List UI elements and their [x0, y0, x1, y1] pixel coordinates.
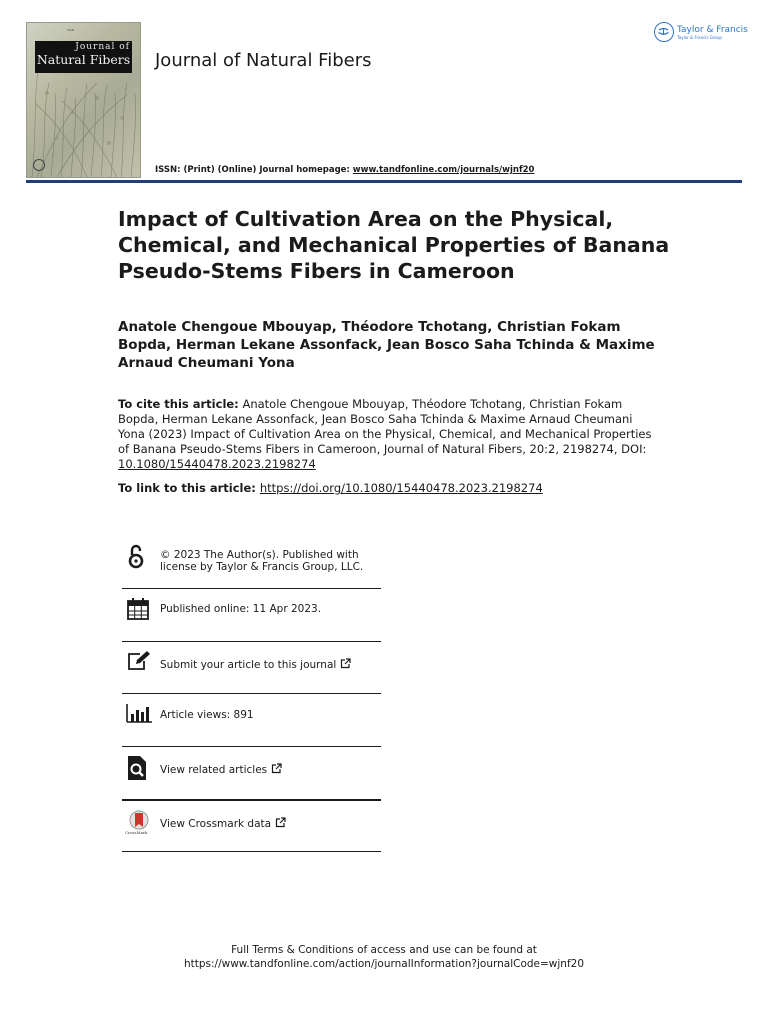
terms-url[interactable]: https://www.tandfonline.com/action/journalInformation?journalCode=wjnf20 [183, 958, 585, 970]
terms-footer [0, 943, 768, 971]
submit-article-text: Submit your article to this journal [160, 659, 337, 671]
article-doi-link[interactable]: https://doi.org/10.1080/15440478.2023.2198274 [259, 481, 543, 495]
crossmark-item[interactable] [122, 800, 381, 852]
article-views-item [122, 694, 381, 747]
edit-icon [126, 650, 152, 676]
open-access-text [160, 549, 363, 573]
external-link-icon [271, 763, 282, 777]
taylor-francis-logo[interactable] [654, 22, 748, 42]
journal-title: Journal of Natural Fibers [155, 50, 372, 71]
license-line: license by Taylor & Francis Group, LLC. [160, 561, 364, 573]
calendar-icon [126, 597, 150, 625]
header-divider [26, 180, 742, 183]
citation-block [118, 397, 658, 472]
cite-label: To cite this article: [118, 397, 239, 411]
bar-chart-icon [126, 703, 152, 727]
article-title: Impact of Cultivation Area on the Physical, Chemical, and Mechanical Properties of Banana Pseudo-Stems Fibers in Cameroon [118, 207, 670, 283]
submit-article-item[interactable] [122, 642, 381, 694]
copyright-line: © 2023 The Author(s). Published with [160, 549, 359, 561]
open-access-item [122, 540, 381, 589]
article-views-count: Article views: 891 [160, 709, 254, 721]
related-articles-link[interactable] [160, 763, 282, 777]
published-item [122, 589, 381, 642]
issn-prefix: ISSN: (Print) (Online) Journal homepage: [155, 165, 353, 175]
taylor-francis-logo-icon [654, 22, 674, 42]
cover-natural-fibers: Natural Fibers [36, 52, 131, 67]
article-authors: Anatole Chengoue Mbouyap, Théodore Tchotang, Christian Fokam Bopda, Herman Lekane Assonfack, Jean Bosco Saha Tchinda & Maxime Arnaud Cheumani Yona [118, 319, 655, 371]
related-articles-item[interactable] [122, 747, 381, 800]
journal-homepage-link[interactable]: www.tandfonline.com/journals/wjnf20 [352, 165, 535, 175]
journal-cover-image [26, 22, 141, 178]
publisher-subname: Taylor & Francis Group [677, 34, 722, 40]
cover-seal-icon [33, 159, 45, 171]
open-access-icon [126, 544, 146, 574]
published-date: Published online: 11 Apr 2023. [160, 603, 322, 615]
crossmark-link[interactable] [160, 817, 286, 831]
journal-homepage-line [155, 165, 534, 175]
external-link-icon [275, 817, 286, 831]
crossmark-icon-label: CrossMark [125, 830, 148, 835]
crossmark-icon [126, 809, 152, 841]
cover-journal-of: Journal of [75, 42, 130, 52]
submit-article-link[interactable] [160, 658, 351, 672]
crossmark-text: View Crossmark data [160, 818, 272, 830]
terms-line: Full Terms & Conditions of access and use can be found at [231, 944, 537, 956]
cite-text: Anatole Chengoue Mbouyap, Théodore Tchotang, Christian Fokam Bopda, Herman Lekane Assonfack, Jean Bosco Saha Tchinda & Maxime Arnaud Cheumani Yona (2023) Impact of Cultivation Area on the Physical, Chemical, and Mechanical Properties of Banana Pseudo-Stems Fibers in Cameroon, Journal of Natural Fibers, 20:2, 2198274, DOI: [118, 397, 652, 456]
external-link-icon [340, 658, 351, 672]
cover-issn: ISSN [67, 28, 74, 32]
article-info-list [122, 540, 381, 852]
cite-doi-link[interactable]: 10.1080/15440478.2023.2198274 [118, 457, 316, 471]
search-document-icon [126, 755, 148, 785]
link-label: To link to this article: [118, 481, 256, 495]
article-link-line [118, 481, 543, 495]
publisher-name: Taylor & Francis [677, 24, 748, 35]
related-articles-text: View related articles [160, 764, 268, 776]
